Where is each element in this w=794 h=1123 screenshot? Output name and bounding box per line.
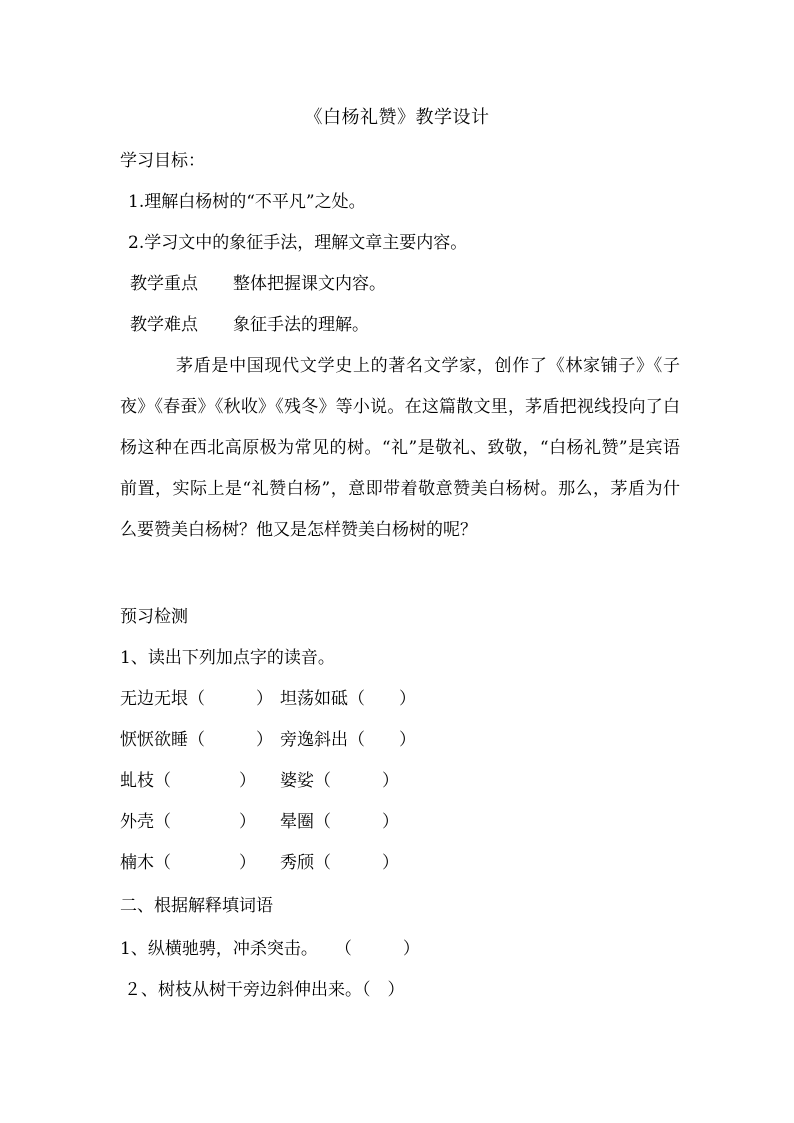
section2-item: 1、纵横驰骋，冲杀突击。 （ ） <box>120 939 420 959</box>
focus-text: 整体把握课文内容。 <box>233 274 386 294</box>
objectives-heading: 学习目标： <box>120 151 205 171</box>
section2-item: ２、树枝从树干旁边斜伸出来。（ ） <box>124 980 405 1000</box>
preview-question-1: 1、读出下列加点字的读音。 <box>120 648 335 668</box>
pinyin-row <box>120 767 399 795</box>
pinyin-item: 虬枝（ ） <box>120 771 256 791</box>
preview-heading: 预习检测 <box>120 607 188 627</box>
focus-label: 教学重点 <box>130 274 198 294</box>
pinyin-item: 婆娑（ ） <box>280 771 399 791</box>
pinyin-row <box>120 808 399 836</box>
pinyin-item: 晕圈（ ） <box>280 812 399 832</box>
objective-item: 2.学习文中的象征手法，理解文章主要内容。 <box>128 233 468 253</box>
pinyin-row <box>120 726 416 754</box>
document-title: 《白杨礼赞》教学设计 <box>304 107 490 128</box>
objective-item: 1.理解白杨树的“不平凡”之处。 <box>128 192 366 212</box>
pinyin-item: 恹恹欲睡（ ） <box>120 730 273 750</box>
section2-heading: 二、根据解释填词语 <box>120 896 273 916</box>
difficulty-label: 教学难点 <box>130 315 198 335</box>
pinyin-item: 外壳（ ） <box>120 812 256 832</box>
intro-paragraph: 茅盾是中国现代文学史上的著名文学家，创作了《林家铺子》《子夜》《春蚕》《秋收》《残冬》等小说。在这篇散文里，茅盾把视线投向了白杨这种在西北高原极为常见的树。“礼”是敬礼、致敬，“白杨礼赞”是宾语前置，实际上是“礼赞白杨”，意即带着敬意赞美白杨树。那么，茅盾为什么要赞美白杨树？他又是怎样赞美白杨树的呢？ <box>120 356 680 540</box>
pinyin-item: 旁逸斜出（ ） <box>280 730 416 750</box>
pinyin-item: 楠木（ ） <box>120 853 256 873</box>
pinyin-item: 无边无垠（ ） <box>120 689 273 709</box>
pinyin-item: 坦荡如砥（ ） <box>280 689 416 709</box>
difficulty-text: 象征手法的理解。 <box>233 315 369 335</box>
pinyin-item: 秀颀（ ） <box>280 853 399 873</box>
pinyin-row <box>120 685 416 713</box>
pinyin-row <box>120 849 399 877</box>
